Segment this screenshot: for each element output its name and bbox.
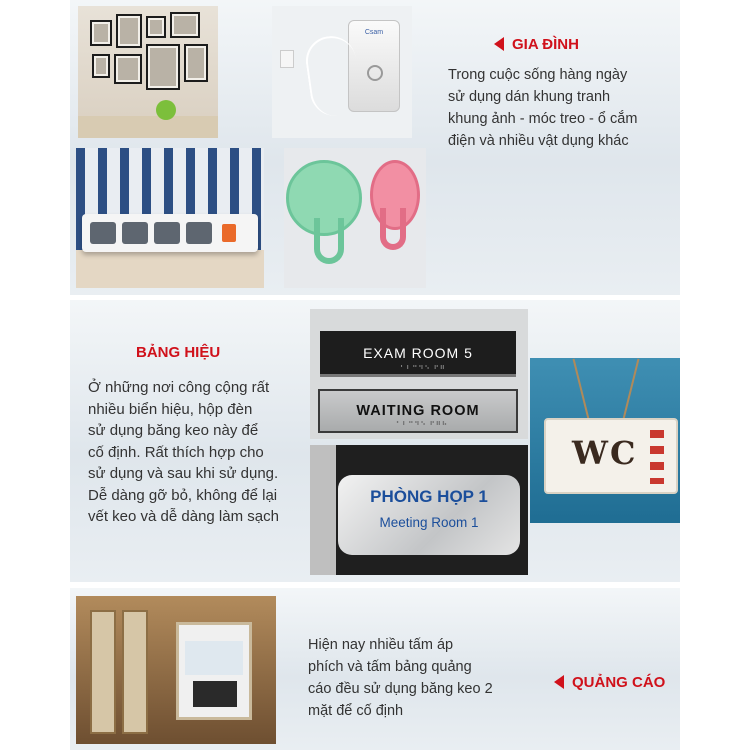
signs-heading [136,344,220,361]
family-heading-text: GIA ĐÌNH [512,36,579,53]
hanging-rope [623,359,640,420]
floor [76,250,264,288]
exam-room-sign [320,331,516,377]
gas-detector-device: Csam [348,20,400,112]
plug [280,50,294,68]
picture-frame [146,16,166,38]
signs-desc-line: Dễ dàng gỡ bỏ, không để lại [88,486,278,504]
door-frame [310,445,336,575]
phong-hop-text: PHÒNG HỌP 1 [370,487,488,506]
wc-text: WC [572,434,638,472]
photo-power-strip [76,148,264,288]
waiting-room-text: WAITING ROOM [356,403,480,419]
picture-frame [116,14,142,48]
picture-frame [114,54,142,84]
elevator-control-panel [122,610,148,734]
poster-product [193,681,237,707]
ads-section [70,588,680,750]
signs-description [88,377,279,528]
picture-frame [170,12,200,38]
family-section [70,0,680,295]
family-heading [494,36,579,53]
socket [186,222,212,244]
socket [122,222,148,244]
family-description [448,64,637,152]
signs-section [70,300,680,582]
lighthouse-decoration [650,430,664,484]
socket [90,222,116,244]
family-desc-line: Trong cuộc sống hàng ngày [448,67,628,83]
photo-room-signs [310,309,528,439]
triangle-left-icon [494,37,504,51]
family-desc-line: điện và nhiều vật dụng khác [448,133,629,149]
advertising-poster [176,622,252,720]
waiting-room-sign [318,389,518,433]
meeting-room-plate [338,475,520,555]
wc-board [544,418,678,494]
photo-frames-wall [78,6,218,138]
meeting-room-text: Meeting Room 1 [379,515,479,530]
poster-image [185,641,243,675]
photo-meeting-room-sign [310,445,528,575]
signs-desc-line: cố định. Rất thích hợp cho [88,443,264,461]
ads-desc-line: mặt để cố định [308,703,404,719]
switch [222,224,236,242]
socket [154,222,180,244]
family-desc-line: sử dụng dán khung tranh [448,89,611,105]
signs-desc-line: Ở những nơi công cộng rất [88,379,270,396]
triangle-left-icon [554,675,564,689]
ads-description [308,634,493,722]
hanging-rope [573,359,590,420]
braille-dots: ⠁⠃⠉⠙⠑ ⠋⠛ [400,366,446,373]
picture-frame [184,44,208,82]
ads-desc-line: Hiện nay nhiều tấm áp [308,637,454,653]
ads-heading-text: QUẢNG CÁO [572,674,666,691]
photo-gas-detector [272,6,412,138]
photo-suction-hooks [284,148,426,288]
plant-decoration [156,100,176,120]
signs-heading-text: BẢNG HIỆU [136,344,221,361]
elevator-control-panel [90,610,116,734]
signs-desc-line: nhiều biển hiệu, hộp đèn [88,400,253,418]
braille-dots: ⠁⠃⠉⠙⠑ ⠋⠛⠓ [396,422,448,429]
photo-elevator-poster [76,596,276,744]
ads-heading [554,674,665,691]
family-desc-line: khung ảnh - móc treo - ổ cắm [448,111,638,127]
photo-wc-sign [530,358,680,523]
signs-desc-line: vết keo và dễ dàng làm sạch [88,508,279,525]
power-strip [82,214,258,252]
picture-frame [90,20,112,46]
hook-curve-pink [380,208,406,250]
ads-desc-line: phích và tấm bảng quảng [308,659,472,675]
signs-desc-line: sử dụng và sau khi sử dụng. [88,465,279,482]
hook-curve-green [314,218,344,264]
exam-room-text: EXAM ROOM 5 [363,344,473,361]
signs-desc-line: sử dụng băng keo này để [88,422,259,439]
picture-frame [146,44,180,90]
picture-frame [92,54,110,78]
shelf [78,116,218,138]
ads-desc-line: cáo đều sử dụng băng keo 2 [308,681,493,697]
